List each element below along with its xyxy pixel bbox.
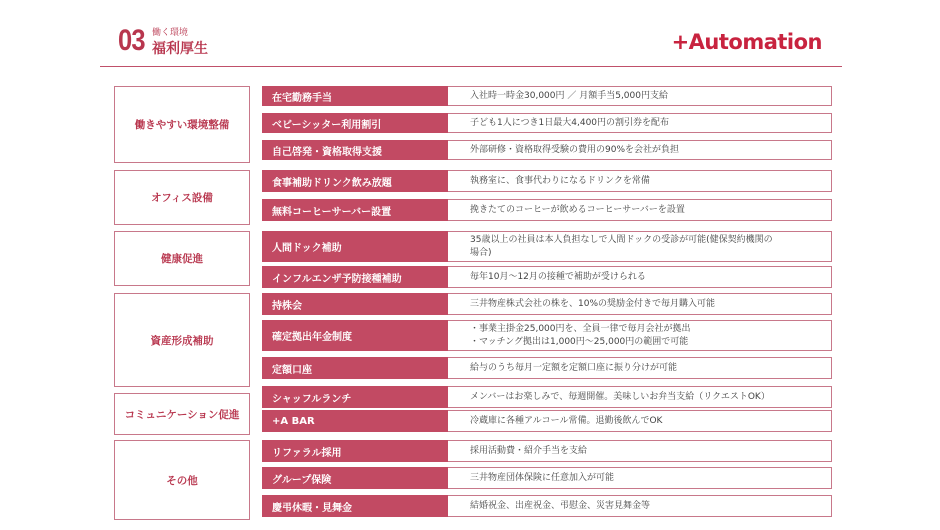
benefit-description-line: 外部研修・資格取得受験の費用の90%を会社が負担 xyxy=(470,144,680,155)
benefit-description xyxy=(448,440,832,462)
category-label: コミュニケーション促進 xyxy=(114,393,250,435)
benefit-description-line: 三井物産株式会社の株を、10%の奨励金付きで毎月購入可能 xyxy=(470,298,716,309)
benefit-name: リファラル採用 xyxy=(262,440,448,462)
benefit-name: ベビーシッター利用割引 xyxy=(262,113,448,133)
benefit-description xyxy=(448,170,832,192)
benefit-row xyxy=(262,467,832,489)
benefit-description xyxy=(448,467,832,489)
benefit-description xyxy=(448,386,832,408)
benefit-row xyxy=(262,231,832,262)
category-label: 働きやすい環境整備 xyxy=(114,86,250,163)
benefit-description xyxy=(448,357,832,379)
benefit-description xyxy=(448,320,832,351)
benefit-description-line: 給与のうち毎月一定額を定額口座に振り分けが可能 xyxy=(470,362,678,373)
benefit-description xyxy=(448,231,832,262)
category-label: 健康促進 xyxy=(114,231,250,286)
benefit-description-line: 場合) xyxy=(470,247,492,258)
benefit-row xyxy=(262,386,832,408)
benefit-row xyxy=(262,113,832,133)
category-label: 資産形成補助 xyxy=(114,293,250,387)
benefit-row xyxy=(262,170,832,192)
benefit-description xyxy=(448,199,832,221)
benefit-description-line: 入社時一時金30,000円 ／ 月額手当5,000円支給 xyxy=(470,90,668,101)
benefit-description-line: 執務室に、食事代わりになるドリンクを常備 xyxy=(470,175,650,186)
benefit-description-line: 子ども1人につき1日最大4,400円の割引券を配布 xyxy=(470,117,670,128)
benefit-row xyxy=(262,440,832,462)
benefit-row xyxy=(262,495,832,517)
benefit-description-line: 毎年10月〜12月の接種で補助が受けられる xyxy=(470,271,646,282)
benefit-row xyxy=(262,199,832,221)
benefit-description xyxy=(448,113,832,133)
page-title: 福利厚生 xyxy=(152,41,208,57)
benefit-row xyxy=(262,86,832,106)
benefit-description xyxy=(448,140,832,160)
benefit-description-line: 冷蔵庫に各種アルコール常備。退勤後飲んでOK xyxy=(470,415,663,426)
benefit-description xyxy=(448,86,832,106)
section-number: 03 xyxy=(118,24,145,57)
benefit-name: 在宅勤務手当 xyxy=(262,86,448,106)
category-label: オフィス設備 xyxy=(114,170,250,225)
benefit-description xyxy=(448,410,832,432)
benefit-description-line: 挽きたてのコーヒーが飲めるコーヒーサーバーを設置 xyxy=(470,204,685,215)
benefit-row xyxy=(262,266,832,288)
benefit-description xyxy=(448,495,832,517)
benefit-name: 人間ドック補助 xyxy=(262,231,448,262)
benefit-description-line: 三井物産団体保険に任意加入が可能 xyxy=(470,472,615,483)
section-subtitle: 働く環境 xyxy=(152,28,189,38)
benefit-name: 定額口座 xyxy=(262,357,448,379)
benefit-name: シャッフルランチ xyxy=(262,386,448,408)
header-divider xyxy=(100,66,842,67)
benefit-name: 無料コーヒーサーバー設置 xyxy=(262,199,448,221)
benefit-description-line: メンバーはお楽しみで、毎週開催。美味しいお弁当支給（リクエストOK） xyxy=(470,391,770,402)
benefit-name: 食事補助ドリンク飲み放題 xyxy=(262,170,448,192)
benefit-name: 慶弔休暇・見舞金 xyxy=(262,495,448,517)
benefit-description-line: 結婚祝金、出産祝金、弔慰金、災害見舞金等 xyxy=(470,500,651,511)
benefit-row xyxy=(262,357,832,379)
benefit-name: +A BAR xyxy=(262,410,448,432)
benefit-row xyxy=(262,293,832,315)
benefit-name: インフルエンザ予防接種補助 xyxy=(262,266,448,288)
benefit-name: 自己啓発・資格取得支援 xyxy=(262,140,448,160)
benefit-row xyxy=(262,320,832,351)
benefit-description-line: 35歳以上の社員は本人負担なしで人間ドックの受診が可能(健保契約機関の xyxy=(470,235,773,246)
benefit-name: 持株会 xyxy=(262,293,448,315)
benefit-row xyxy=(262,140,832,160)
benefit-name: グループ保険 xyxy=(262,467,448,489)
benefit-name: 確定拠出年金制度 xyxy=(262,320,448,351)
benefit-row xyxy=(262,410,832,432)
benefit-description-line: 採用活動費・紹介手当を支給 xyxy=(470,445,588,456)
benefit-description-line: ・事業主掛金25,000円を、全員一律で毎月会社が拠出 xyxy=(470,324,691,335)
benefit-description xyxy=(448,293,832,315)
category-label: その他 xyxy=(114,440,250,520)
benefit-description xyxy=(448,266,832,288)
benefit-description-line: ・マッチング拠出は1,000円〜25,000円の範囲で可能 xyxy=(470,336,689,347)
company-logo: +Automation xyxy=(671,30,822,54)
